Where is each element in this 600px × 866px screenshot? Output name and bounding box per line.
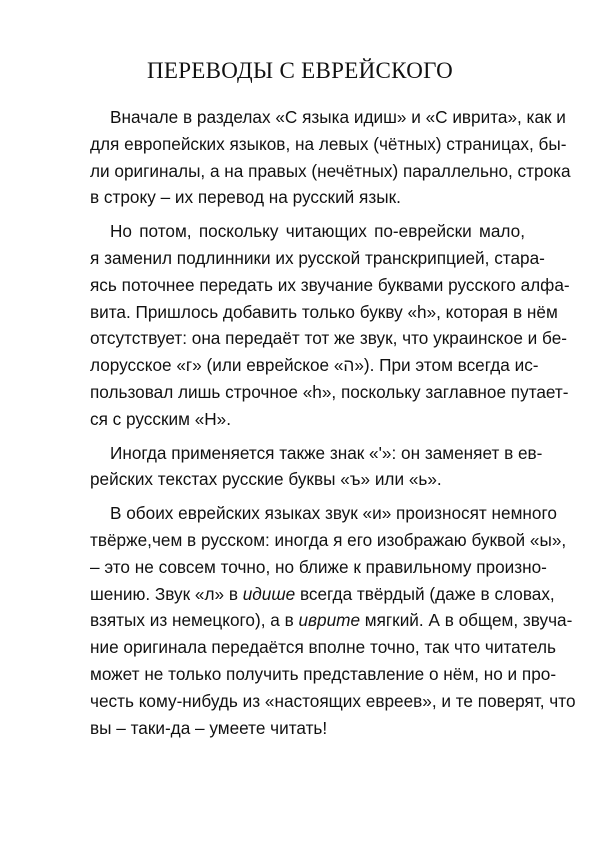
text-line: лорусское «г» (или еврейское «ה»). При этом всегда ис- [90, 355, 539, 376]
page-title: ПЕРЕВОДЫ С ЕВРЕЙСКОГО [146, 58, 454, 83]
text-line [90, 607, 573, 634]
paragraph-2 [90, 218, 570, 432]
text-line: для европейских языков, на левых (чётных) страницах, бы- [90, 133, 567, 154]
italic-term-yiddish: идише [242, 583, 296, 604]
text-line: вы – таки-да – умеете читать! [90, 717, 328, 738]
text-line: пользовал лишь строчное «h», поскольку заглавное путает- [90, 381, 569, 402]
paragraph-3 [90, 440, 543, 494]
text-line: в строку – их перевод на русский язык. [90, 187, 401, 208]
body-text [90, 104, 576, 748]
text-segment: мягкий. А в общем, звуча- [360, 610, 573, 631]
text-line: я заменил подлинники их русской транскрипцией, стара- [90, 247, 545, 268]
text-segment: взятых из немецкого), а в [90, 610, 299, 631]
text-line [90, 581, 555, 608]
text-line: ли оригиналы, а на правых (нечётных) параллельно, строка [90, 160, 571, 181]
text-line: может не только получить представление о нём, но и про- [90, 663, 557, 684]
text-line: ние оригинала передаётся вполне точно, так что читатель [90, 637, 556, 658]
text-line: ся с русским «Н». [90, 408, 232, 429]
text-line: твёрже,чем в русском: иногда я его изображаю буквой «ы», [90, 529, 567, 550]
text-line: Иногда применяется также знак «'»: он заменяет в ев- [110, 442, 543, 463]
italic-term-hebrew: иврите [298, 610, 361, 631]
paragraph-1 [90, 104, 571, 211]
text-line: вита. Пришлось добавить только букву «h», которая в нём [90, 301, 558, 322]
text-segment: всегда твёрдый (даже в словах, [295, 583, 555, 604]
text-segment: шению. Звук «л» в [90, 583, 243, 604]
text-line: Вначале в разделах «С языка идиш» и «С иврита», как и [110, 107, 566, 127]
text-line: – это не совсем точно, но ближе к правильному произно- [90, 556, 547, 577]
text-line: отсутствует: она передаёт тот же звук, что украинское и бе- [90, 328, 567, 349]
text-line: ясь поточнее передать их звучание буквами русского алфа- [90, 274, 570, 295]
text-line: честь кому-нибудь из «настоящих евреев», и те поверят, что [90, 690, 576, 711]
text-line: В обоих еврейских языках звук «и» произносят немного [110, 503, 557, 524]
text-line: Но потом, поскольку читающих по-еврейски мало, [110, 221, 525, 242]
paragraph-4 [90, 500, 576, 741]
text-line: рейских текстах русские буквы «ъ» или «ь». [90, 469, 442, 490]
